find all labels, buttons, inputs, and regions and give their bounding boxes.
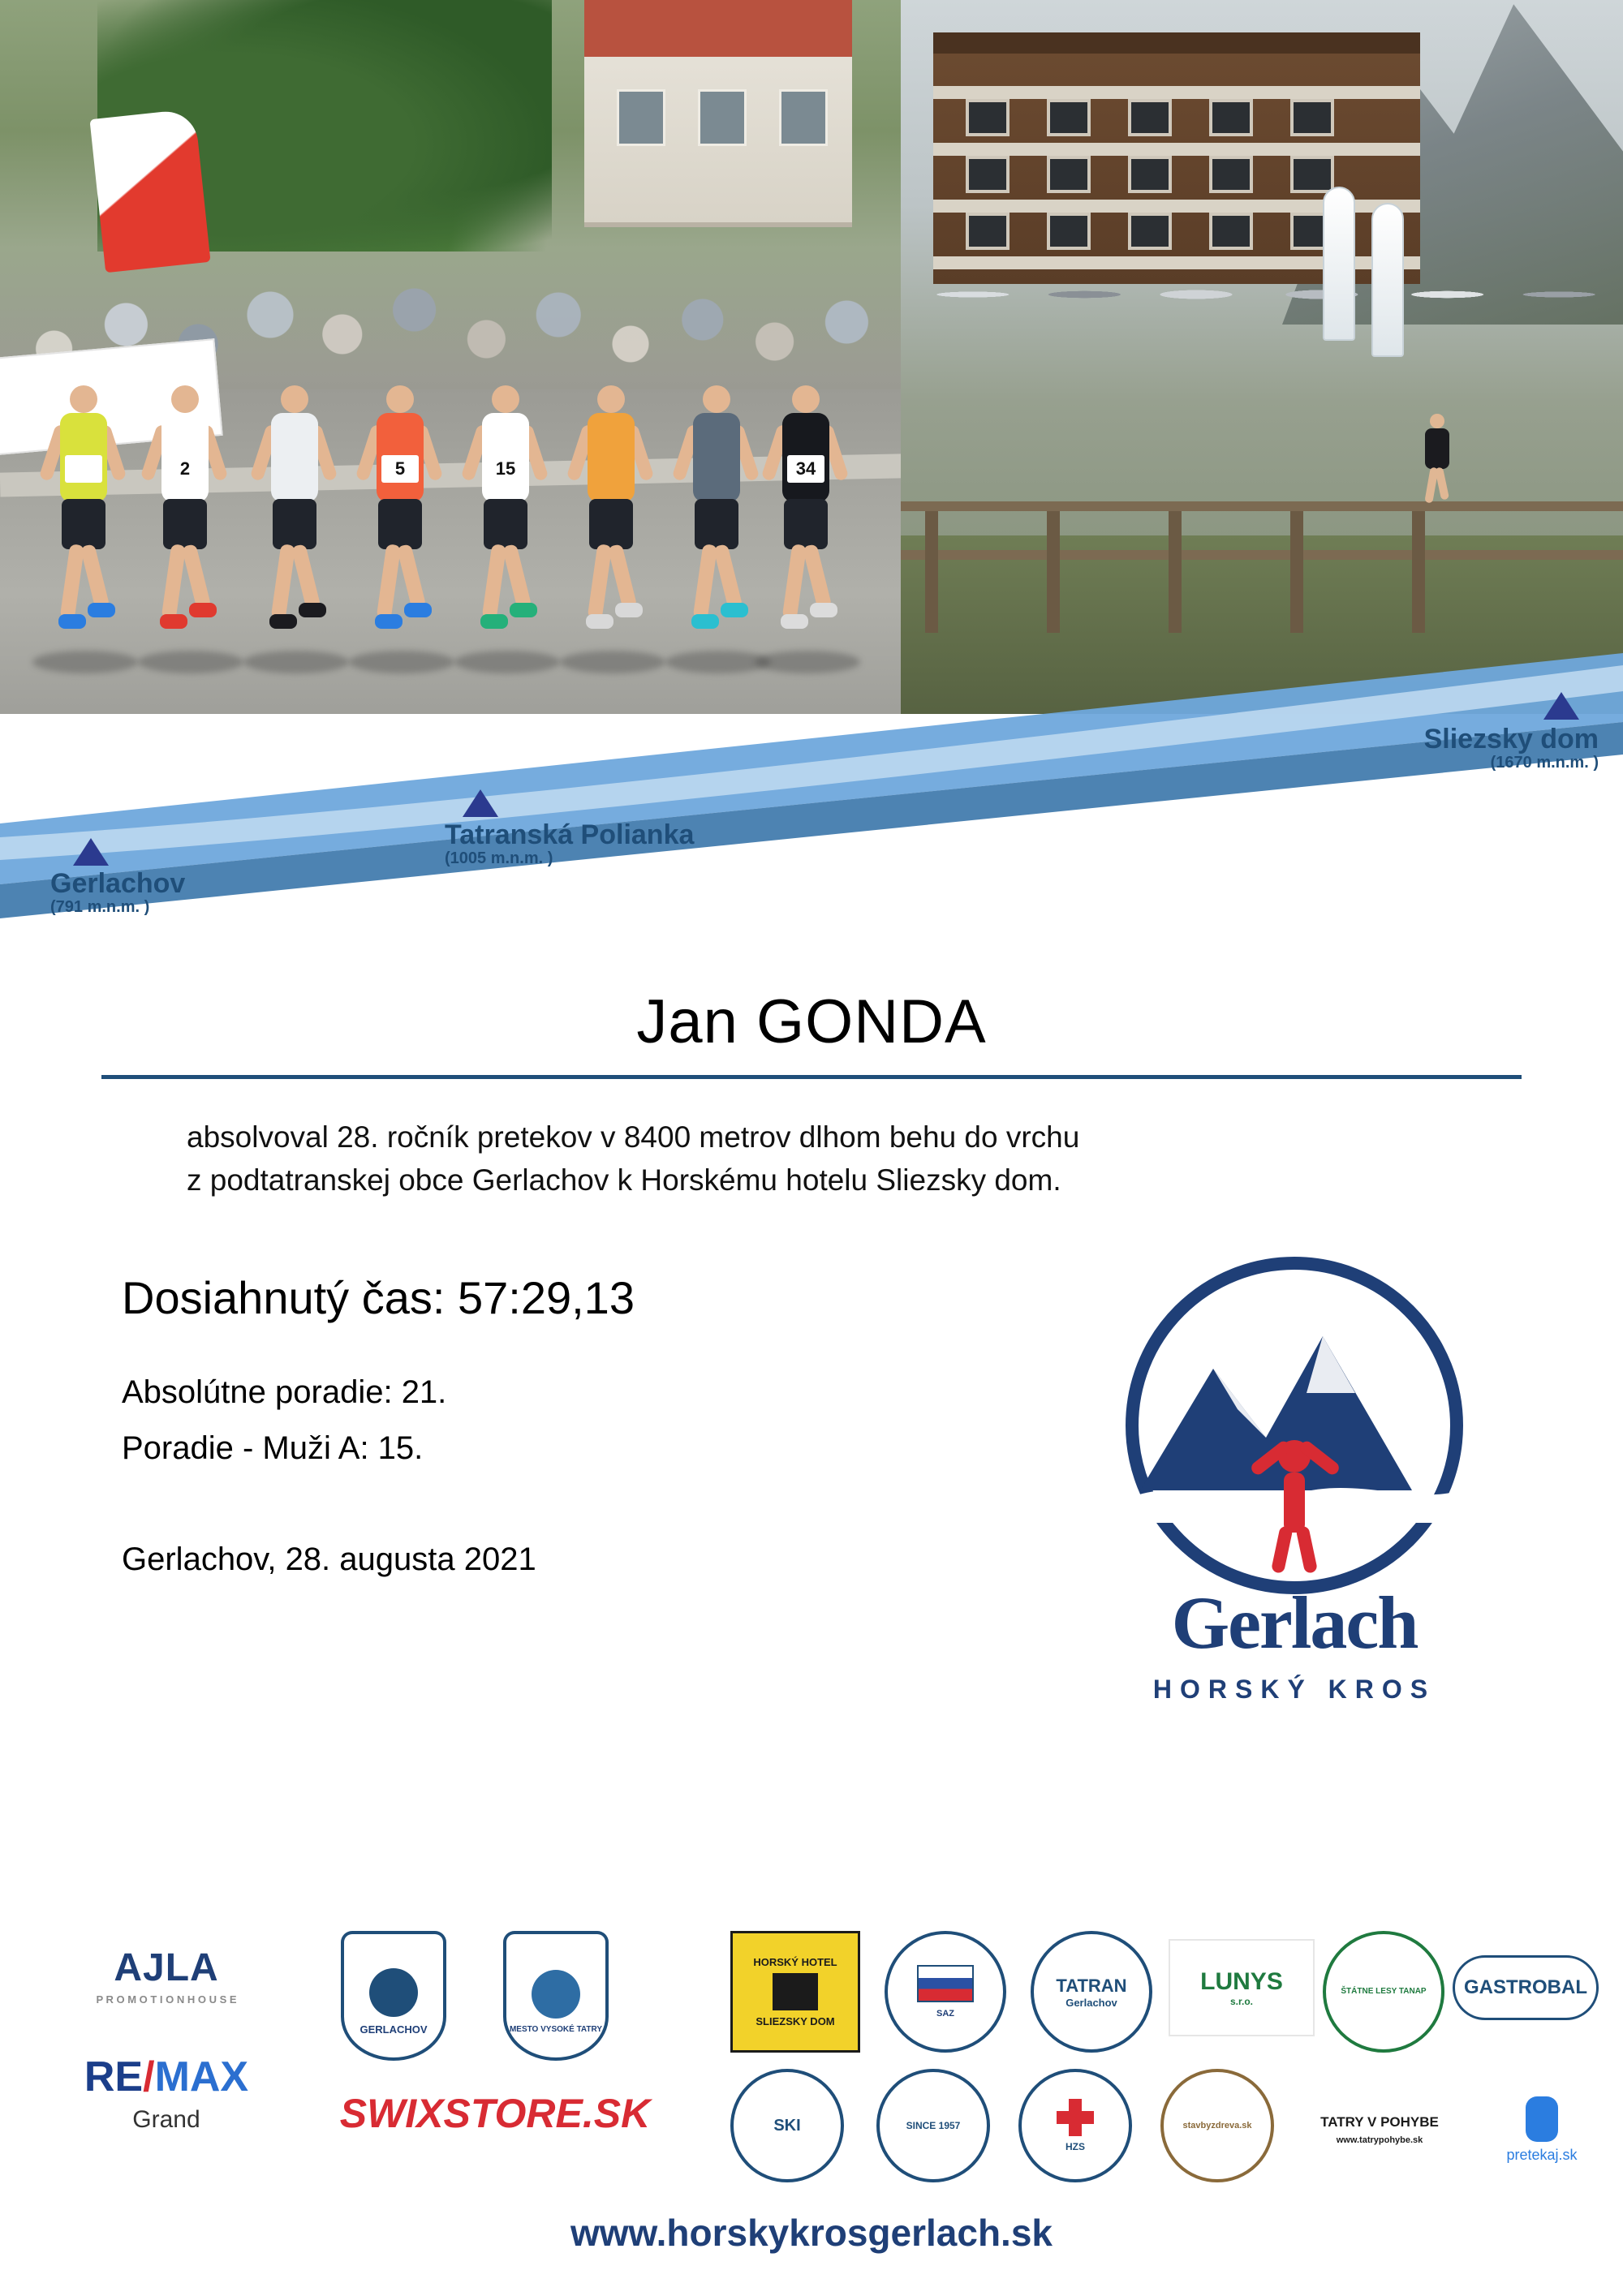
event-website-url[interactable]: www.horskykrosgerlach.sk xyxy=(570,2212,1053,2254)
runner-on-trail xyxy=(1420,414,1453,503)
sponsor-jk-tatran-gerlachov xyxy=(876,2069,990,2182)
runner-figure xyxy=(365,385,435,653)
sponsor-text: SKI xyxy=(773,2116,801,2135)
sponsor-gastrobal xyxy=(1453,1955,1599,2020)
runner-figure xyxy=(49,385,118,653)
runner-figure xyxy=(771,385,841,653)
sponsor-remax xyxy=(49,2044,284,2142)
marker-triangle-polianka xyxy=(463,789,498,817)
sponsor-subtext: SLIEZSKY DOM xyxy=(756,2015,835,2027)
sponsor-statne-lesy-tanap xyxy=(1323,1931,1444,2053)
sponsor-text: TATRY V POHYBE xyxy=(1320,2114,1439,2130)
gerlach-horsky-kros-logo xyxy=(1063,1247,1526,1734)
profile-point-gerlachov xyxy=(50,870,185,916)
sponsor-strip xyxy=(0,1923,1623,2199)
sponsor-subtext: Grand xyxy=(132,2106,200,2133)
runner-bib: 34 xyxy=(787,455,824,483)
profile-point-sliezsky-dom xyxy=(1331,725,1599,772)
sponsor-text: LUNYS xyxy=(1200,1968,1283,1995)
absolute-place: Absolútne poradie: 21. xyxy=(122,1374,447,1411)
sponsor-text: TATRAN xyxy=(1056,1975,1127,1996)
sponsor-sliezsky-dom-hotel xyxy=(730,1931,860,2053)
sponsor-subtext: www.tatrypohybe.sk xyxy=(1336,2135,1423,2145)
sponsor-lunys xyxy=(1169,1939,1315,2036)
sponsor-text: HZS xyxy=(1065,2141,1085,2152)
runner-figure xyxy=(260,385,329,653)
sponsor-mesto-vysoke-tatry xyxy=(503,1931,609,2061)
sponsor-gerlachov xyxy=(341,1931,446,2061)
sponsor-flag xyxy=(89,109,210,273)
sponsor-text: SAZ xyxy=(936,2009,954,2019)
event-sail-flag xyxy=(1323,187,1355,341)
sponsor-horska-zachranna-sluzba xyxy=(1018,2069,1132,2182)
sponsor-text: MESTO VYSOKÉ TATRY xyxy=(509,2024,603,2034)
sponsor-ajla xyxy=(49,1931,284,2020)
sponsor-slovensky-atleticky-zvaz xyxy=(885,1931,1006,2053)
runner-bib: 5 xyxy=(381,455,419,483)
elevation-profile-graphic xyxy=(0,714,1623,957)
event-sail-flag xyxy=(1371,203,1404,357)
place-and-date: Gerlachov, 28. augusta 2021 xyxy=(122,1541,536,1578)
profile-point-altitude: (791 m.n.m. ) xyxy=(50,897,150,916)
runner-bib: 2 xyxy=(166,455,204,483)
marker-triangle-sliezsky xyxy=(1543,692,1579,720)
results-section xyxy=(0,1271,1623,1758)
certificate-description xyxy=(154,1116,1469,1202)
sponsor-text: pretekaj.sk xyxy=(1506,2146,1578,2163)
sponsor-subtext: s.r.o. xyxy=(1229,1996,1253,2007)
sponsor-text: GERLACHOV xyxy=(359,2023,428,2036)
achieved-time: Dosiahnutý čas: 57:29,13 xyxy=(122,1272,635,1324)
wave-shape xyxy=(0,617,1623,957)
sponsor-subtext: Gerlachov xyxy=(1065,1996,1117,2009)
runner-figure xyxy=(150,385,220,653)
profile-point-name: Sliezsky dom xyxy=(1423,724,1599,755)
wooden-fence xyxy=(901,487,1623,633)
profile-point-altitude: (1670 m.n.m. ) xyxy=(1490,753,1599,772)
sponsor-text: stavbyzdreva.sk xyxy=(1182,2121,1252,2130)
parked-cars xyxy=(917,243,1615,316)
runner-bib: 15 xyxy=(487,455,524,483)
logo-wordmark: Gerlach xyxy=(1171,1581,1418,1665)
sponsor-text: AJLA xyxy=(114,1946,219,1989)
description-line-2: z podtatranskej obce Gerlachov k Horskému hotelu Sliezsky dom. xyxy=(187,1163,1061,1197)
sponsor-tatry-v-pohybe xyxy=(1298,2085,1461,2174)
profile-point-tatranska-polianka xyxy=(445,821,694,867)
sponsor-ski-klub xyxy=(730,2069,844,2182)
category-place: Poradie - Muži A: 15. xyxy=(122,1430,424,1467)
certificate-body xyxy=(0,987,1623,1758)
logo-subtitle: HORSKÝ KROS xyxy=(1152,1675,1436,1705)
sponsor-swixstore xyxy=(316,2077,674,2150)
sponsor-subtext: P R O M O T I O N H O U S E xyxy=(96,1993,237,2006)
runner-figure xyxy=(682,385,751,653)
sponsor-text: RE/MAX xyxy=(84,2053,249,2100)
profile-point-name: Tatranská Polianka xyxy=(445,819,695,850)
sponsor-text: GASTROBAL xyxy=(1464,1976,1587,1998)
runner-bib xyxy=(65,455,102,483)
runner-figure xyxy=(576,385,646,653)
divider-rule xyxy=(101,1075,1522,1079)
runner-figure xyxy=(471,385,540,653)
profile-point-altitude: (1005 m.n.m. ) xyxy=(445,849,553,867)
description-line-1: absolvoval 28. ročník pretekov v 8400 metrov dlhom behu do vrchu xyxy=(187,1120,1080,1154)
marker-triangle-gerlachov xyxy=(73,838,109,866)
sponsor-tatran-gerlachov xyxy=(1031,1931,1152,2053)
profile-point-name: Gerlachov xyxy=(50,868,186,899)
sponsor-text: SINCE 1957 xyxy=(906,2120,961,2131)
athlete-name: Jan GONDA xyxy=(636,987,987,1056)
mountain-logo-icon xyxy=(1063,1247,1526,1628)
sponsor-text: SWIXSTORE.SK xyxy=(339,2091,651,2136)
village-building xyxy=(584,0,852,227)
sponsor-text: HORSKÝ HOTEL xyxy=(753,1956,837,1968)
sponsor-text: ŠTÁTNE LESY TANAP xyxy=(1341,1987,1427,1996)
sponsor-pretekaj-sk xyxy=(1477,2085,1607,2174)
sponsor-stavby-z-dreva xyxy=(1160,2069,1274,2182)
